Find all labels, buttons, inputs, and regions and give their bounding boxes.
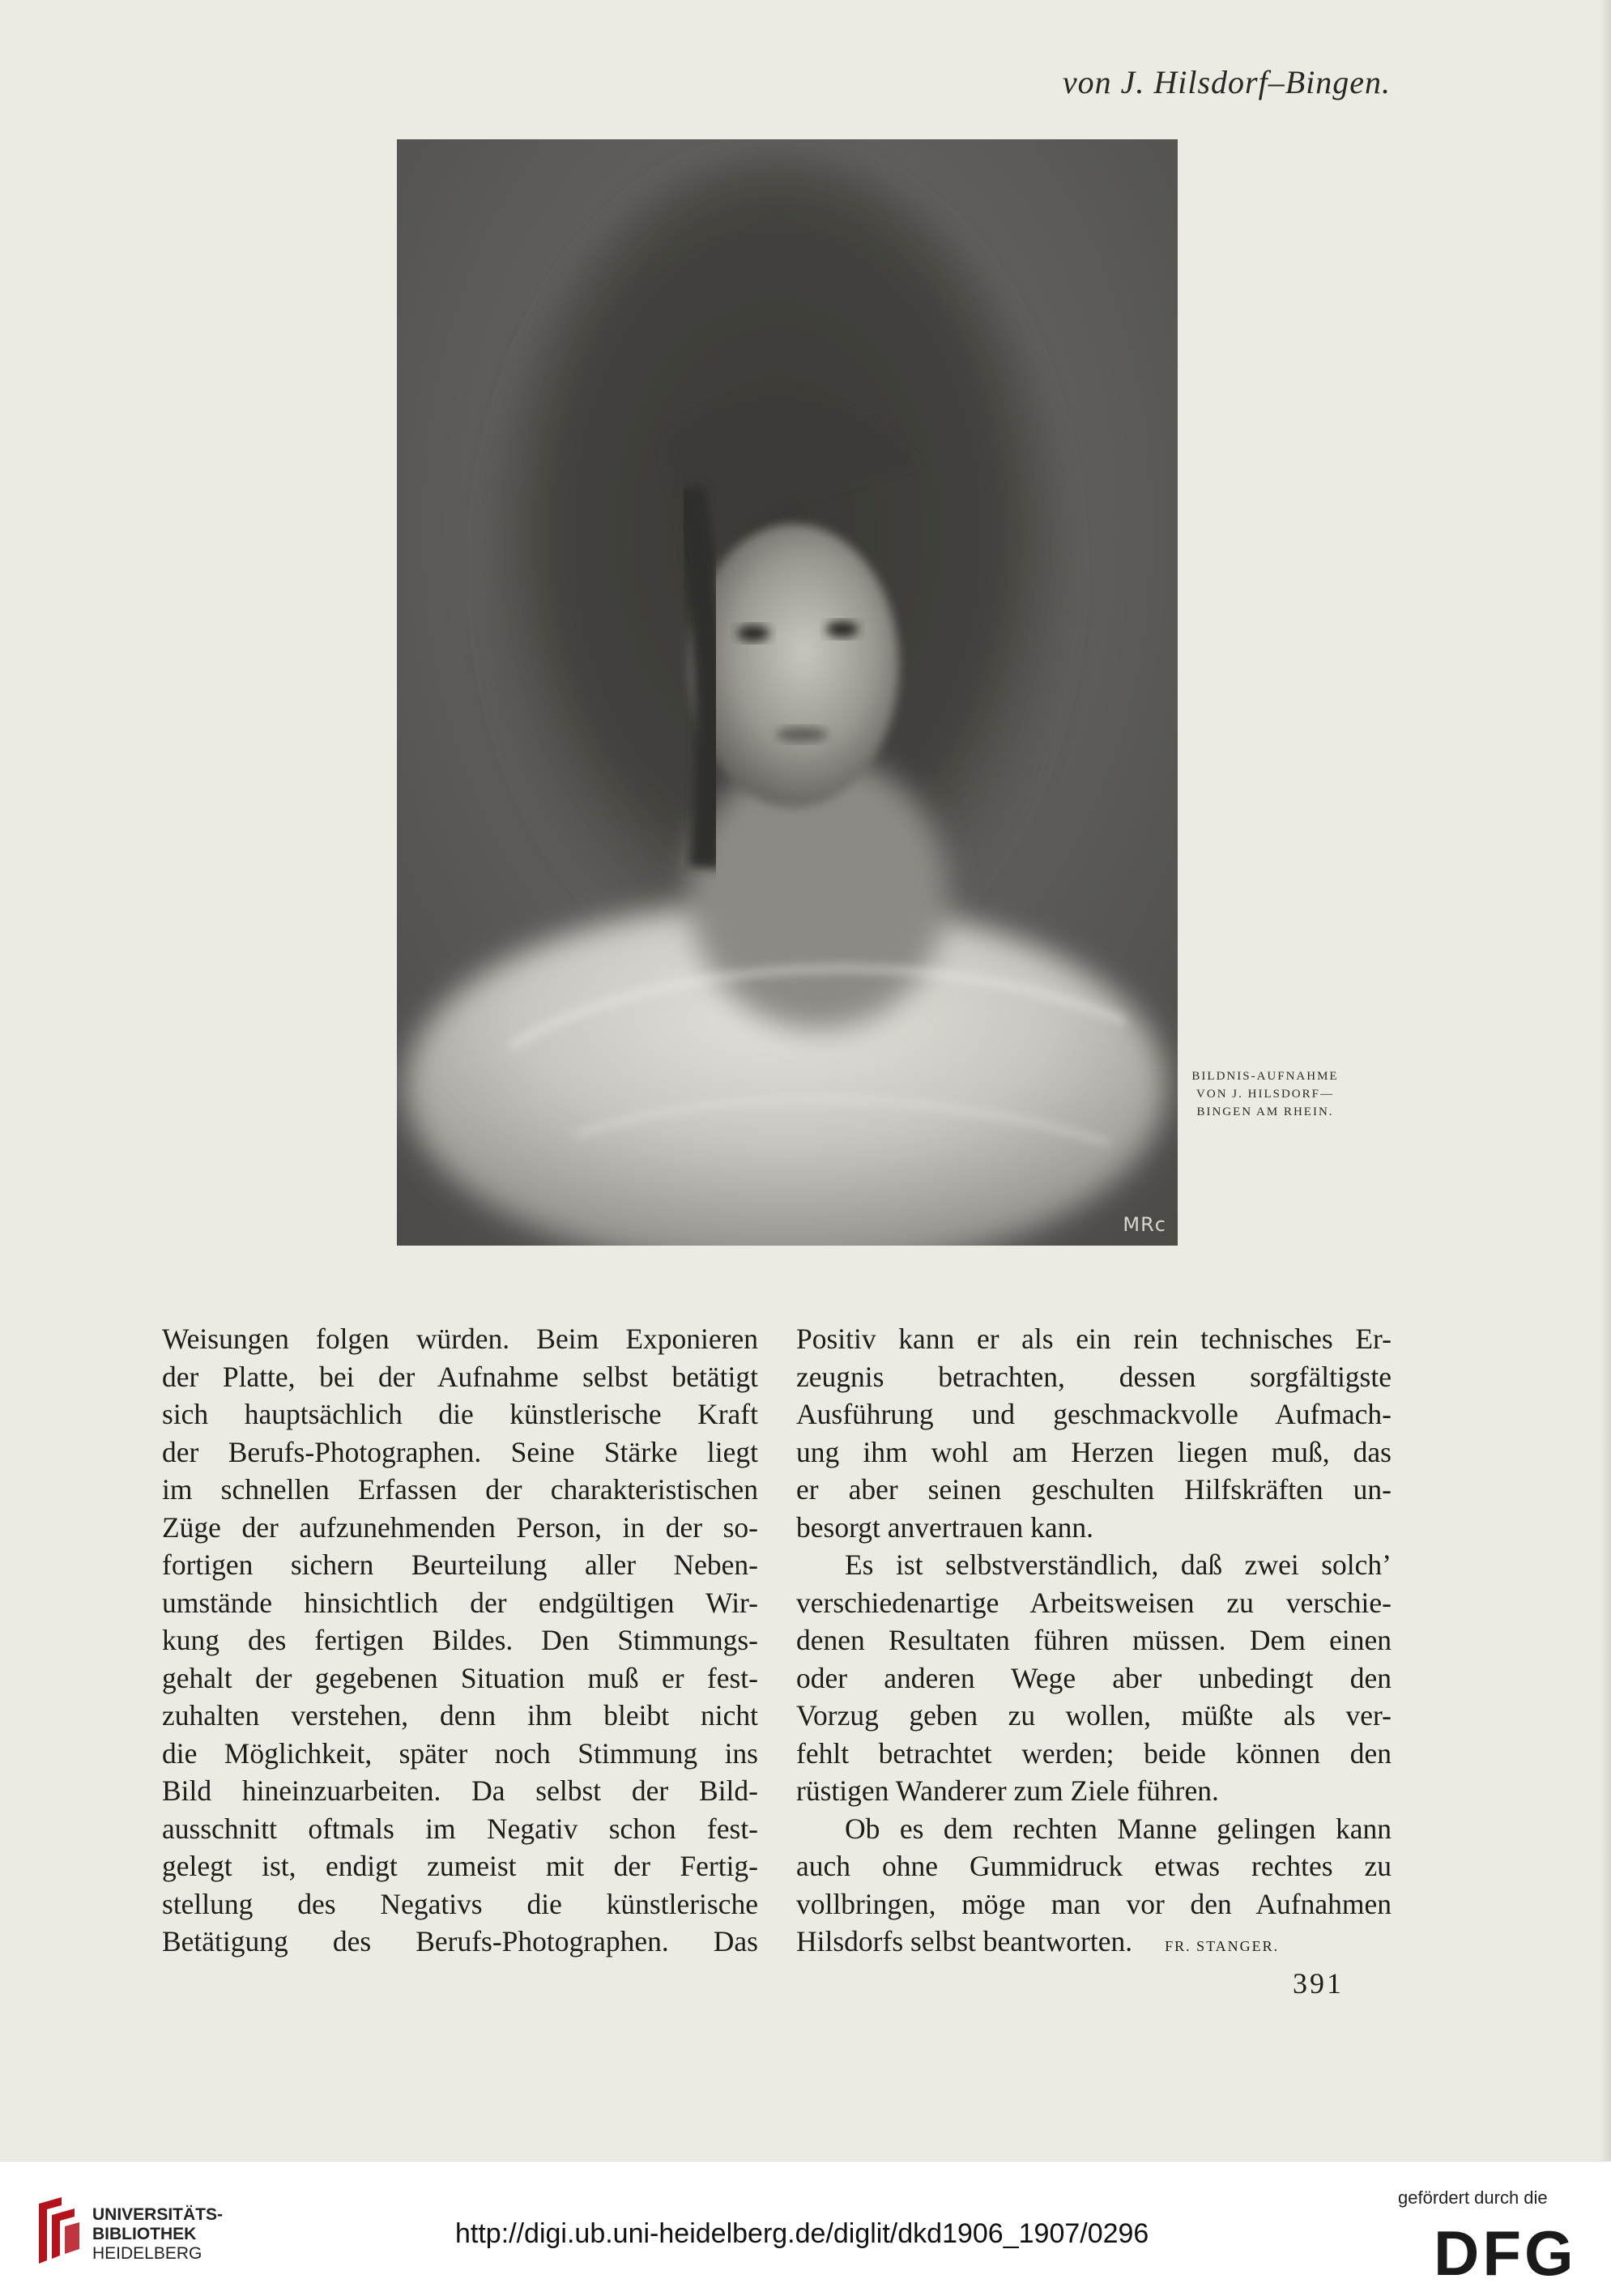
photographer-monogram: MRc — [1123, 1213, 1166, 1236]
author-signature: FR. STANGER. — [1165, 1938, 1280, 1954]
text-line: fehlt betrachtet werden; beide können den — [796, 1736, 1392, 1770]
text-line: zuhalten verstehen, denn ihm bleibt nicht — [162, 1699, 758, 1732]
library-name-line: UNIVERSITÄTS- — [92, 2205, 224, 2224]
text-line-final — [796, 1923, 1392, 1961]
text-line: Ob es dem rechten Manne gelingen kann — [845, 1812, 1392, 1845]
text-line: auch ohne Gummidruck etwas rechtes zu — [796, 1850, 1392, 1882]
portrait-photograph — [397, 139, 1178, 1246]
dfg-logo-icon — [1434, 2221, 1588, 2281]
caption-line: BILDNIS-AUFNAHME — [1191, 1070, 1339, 1083]
text-line: sich hauptsächlich die künstlerische Kraft — [162, 1398, 758, 1430]
text-line: Züge der aufzunehmenden Person, in der so- — [162, 1510, 758, 1544]
university-library-logo-icon — [34, 2196, 83, 2268]
text-line: Bild hineinzuarbeiten. Da selbst der Bild- — [162, 1774, 758, 1807]
text-line: Es ist selbstverständlich, daß zwei solch’ — [845, 1548, 1392, 1581]
page-edge-shadow — [1600, 0, 1611, 2161]
digitization-footer — [0, 2161, 1611, 2296]
text-line: der Platte, bei der Aufnahme selbst betätigt — [162, 1360, 758, 1393]
text-line: oder anderen Wege aber unbedingt den — [796, 1661, 1392, 1694]
university-library-name — [92, 2205, 223, 2264]
text-line: Positiv kann er als ein rein technisches Er- — [796, 1323, 1392, 1355]
caption-line: VON J. HILSDORF— — [1196, 1088, 1334, 1101]
text-line: der Berufs-Photographen. Seine Stärke liegt — [162, 1435, 758, 1468]
text-line: besorgt anvertrauen kann. — [796, 1510, 1094, 1544]
text-line: zeugnis betrachten, dessen sorgfältigste — [796, 1360, 1392, 1393]
text-line: verschiedenartige Arbeitsweisen zu verschie- — [796, 1586, 1392, 1619]
text-line: umstände hinsichtlich der endgültigen Wir- — [162, 1586, 758, 1619]
text-line: ung ihm wohl am Herzen liegen muß, das — [796, 1435, 1392, 1468]
library-name-line: HEIDELBERG — [92, 2244, 202, 2263]
text-line: Ausführung und geschmackvolle Aufmach- — [796, 1398, 1392, 1430]
text-line: er aber seinen geschulten Hilfskräften un- — [796, 1473, 1392, 1506]
library-name-line: BIBLIOTHEK — [92, 2225, 197, 2243]
text-line: fortigen sichern Beurteilung aller Neben- — [162, 1548, 758, 1581]
text-column-right — [796, 1320, 1392, 1961]
caption-line: BINGEN AM RHEIN. — [1196, 1105, 1334, 1118]
portrait-image — [397, 139, 1178, 1246]
page-number: 391 — [1293, 1967, 1344, 2000]
text-line: gelegt ist, endigt zumeist mit der Fertig- — [162, 1850, 758, 1882]
text-line: Betätigung des Berufs-Photographen. Das — [162, 1925, 758, 1957]
running-head: von J. Hilsdorf–Bingen. — [1062, 64, 1391, 100]
text-line: rüstigen Wanderer zum Ziele führen. — [796, 1774, 1219, 1807]
text-line: denen Resultaten führen müssen. Dem einen — [796, 1624, 1392, 1656]
text-line: im schnellen Erfassen der charakteristischen — [162, 1473, 758, 1506]
text-line: gehalt der gegebenen Situation muß er fest- — [162, 1661, 758, 1694]
funding-label: gefördert durch die — [1398, 2187, 1548, 2208]
text-line: kung des fertigen Bildes. Den Stimmungs- — [162, 1624, 758, 1656]
text-line: Weisungen folgen würden. Beim Exponieren — [162, 1323, 758, 1355]
text-line: stellung des Negativs die künstlerische — [162, 1887, 758, 1920]
text-column-left — [162, 1320, 758, 1961]
text-line: vollbringen, möge man vor den Aufnahmen — [796, 1887, 1392, 1920]
text-line: die Möglichkeit, später noch Stimmung ins — [162, 1736, 758, 1770]
permalink-url[interactable]: http://digi.ub.uni-heidelberg.de/diglit/dkd1906_1907/0296 — [455, 2218, 1149, 2249]
text-line: Vorzug geben zu wollen, müßte als ver- — [796, 1699, 1392, 1732]
dfg-logo-text: DFG — [1434, 2221, 1577, 2281]
text-line-final-text: Hilsdorfs selbst beantworten. — [796, 1925, 1133, 1957]
text-line: ausschnitt oftmals im Negativ schon fest- — [162, 1812, 758, 1845]
figure-caption — [1184, 1067, 1346, 1121]
